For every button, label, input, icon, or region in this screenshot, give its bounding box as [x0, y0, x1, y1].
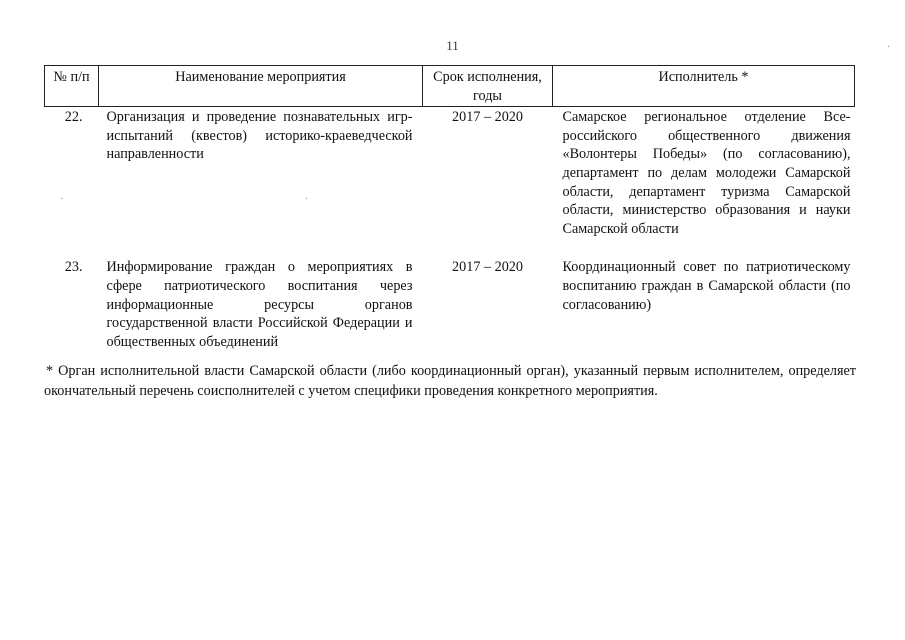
table-header-row — [45, 66, 855, 107]
event-term: 2017 – 2020 — [452, 109, 523, 126]
row-number: 23. — [64, 259, 83, 276]
header-executor: Исполнитель * — [553, 66, 855, 107]
event-executor: Координационный совет по патриотическому воспитанию граждан в Самарской области (по согласованию) — [562, 259, 851, 313]
row-number: 22. — [64, 109, 83, 126]
table-row — [45, 258, 855, 351]
event-name: Информирование граждан о мероприятиях в сфере патриотического воспитания через информационные ресурсы органов государственной власти Российской Федерации и общественных объединений — [106, 259, 413, 350]
scan-speck: · — [60, 194, 64, 205]
table-row — [45, 107, 855, 259]
scan-speck: · — [887, 42, 891, 53]
page-number: 11 — [446, 38, 459, 53]
header-number: № п/п — [45, 66, 99, 107]
footnote: * Орган исполнительной власти Самарской области (либо координационный орган), указанный первым исполнителем, определяет окончательный перечень соисполнителей с учетом специфики проведения конкретного мероприятия. — [44, 363, 856, 399]
events-table — [44, 65, 855, 351]
header-term: Срок исполнения, годы — [423, 66, 553, 107]
header-event-name: Наименование мероприятия — [99, 66, 423, 107]
event-term: 2017 – 2020 — [452, 259, 523, 276]
event-executor: Самарское региональное отделение Все-российского общественного движения «Волонтеры Победы» (по согласованию), департамент по делам молодежи Самарской области, департамент туризма Самарской области, министерство образования и науки Самарской области — [562, 109, 851, 237]
scan-speck: · — [305, 194, 309, 205]
event-name: Организация и проведение познавательных игр-испытаний (квестов) историко-краеведческой направленности — [106, 109, 413, 163]
